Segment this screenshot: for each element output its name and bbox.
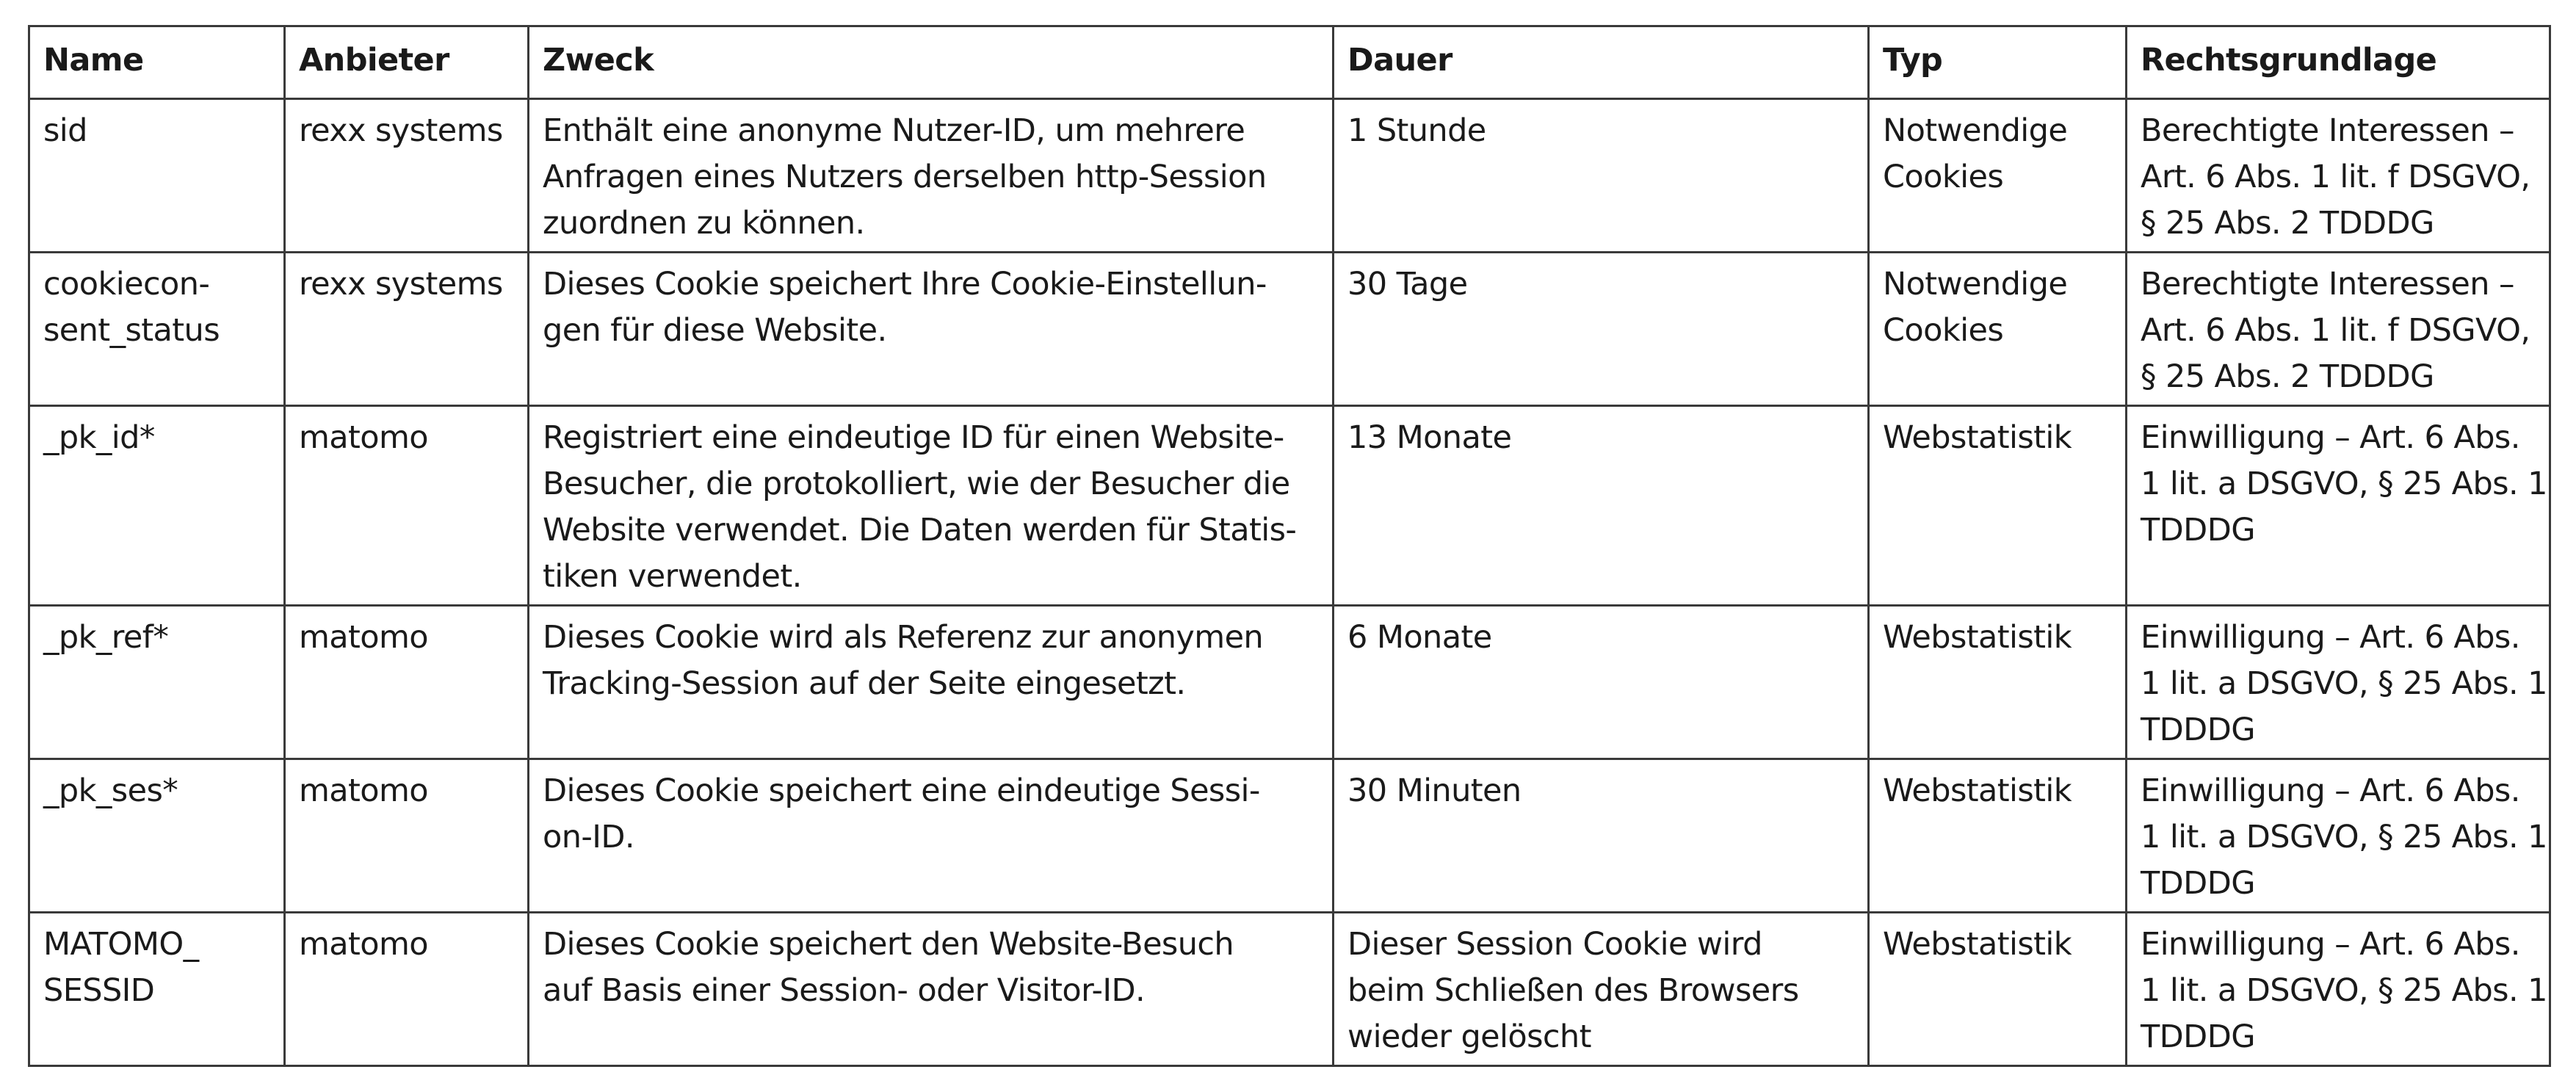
column-header-type: Typ: [1869, 26, 2127, 99]
header-row: [29, 26, 2550, 99]
cell-text-line: Webstatistik: [1883, 619, 2072, 656]
provider-cell: [285, 253, 529, 406]
duration-cell: [1334, 759, 1869, 913]
type-cell: [1869, 606, 2127, 759]
cell-text-line: matomo: [299, 772, 429, 809]
cell-text-line: auf Basis einer Session- oder Visitor-ID.: [543, 972, 1146, 1009]
type-cell: [1869, 913, 2127, 1066]
cell-text-line: Dieser Session Cookie wird: [1347, 926, 1762, 963]
type-cell: [1869, 406, 2127, 606]
purpose-cell: [529, 99, 1334, 253]
duration-cell: [1334, 606, 1869, 759]
cell-text-line: Notwendige: [1883, 112, 2068, 149]
cell-text-line: Einwilligung – Art. 6 Abs.: [2141, 926, 2520, 963]
table-row: [29, 253, 2550, 406]
provider-cell: [285, 406, 529, 606]
table-header: [29, 26, 2550, 99]
cell-text-line: Cookies: [1883, 312, 2004, 349]
cookie-name-cell: [29, 913, 285, 1066]
column-header-name: Name: [29, 26, 285, 99]
cell-text-line: rexx systems: [299, 112, 503, 149]
legal-basis-cell: [2127, 913, 2550, 1066]
cell-text-line: beim Schließen des Browsers: [1347, 972, 1799, 1009]
cookie-name-cell: [29, 606, 285, 759]
cell-text-line: Einwilligung – Art. 6 Abs.: [2141, 772, 2520, 809]
column-header-duration: Dauer: [1334, 26, 1869, 99]
legal-basis-cell: [2127, 99, 2550, 253]
cell-text-line: 1 lit. a DSGVO, § 25 Abs. 1: [2141, 972, 2547, 1009]
provider-cell: [285, 99, 529, 253]
cell-text-line: § 25 Abs. 2 TDDDG: [2141, 205, 2434, 242]
cell-text-line: _pk_ref*: [43, 619, 169, 656]
cell-text-line: gen für diese Website.: [543, 312, 887, 349]
purpose-cell: [529, 759, 1334, 913]
cell-text-line: Registriert eine eindeutige ID für einen Website-: [543, 419, 1284, 456]
purpose-cell: [529, 406, 1334, 606]
cell-text-line: Dieses Cookie speichert Ihre Cookie-Einstellun-: [543, 266, 1267, 303]
table-row: [29, 406, 2550, 606]
duration-cell: [1334, 913, 1869, 1066]
cookie-name-cell: [29, 406, 285, 606]
cell-text-line: Enthält eine anonyme Nutzer-ID, um mehrere: [543, 112, 1245, 149]
cell-text-line: 1 lit. a DSGVO, § 25 Abs. 1: [2141, 466, 2547, 502]
provider-cell: [285, 913, 529, 1066]
provider-cell: [285, 606, 529, 759]
provider-cell: [285, 759, 529, 913]
cell-text-line: Art. 6 Abs. 1 lit. f DSGVO,: [2141, 312, 2530, 349]
cell-text-line: TDDDG: [2141, 865, 2255, 902]
cell-text-line: 1 lit. a DSGVO, § 25 Abs. 1: [2141, 819, 2547, 855]
cell-text-line: SESSID: [43, 972, 155, 1009]
cell-text-line: Besucher, die protokolliert, wie der Besucher die: [543, 466, 1290, 502]
cell-text-line: Berechtigte Interessen –: [2141, 112, 2514, 149]
cell-text-line: _pk_ses*: [43, 772, 178, 809]
cell-text-line: Art. 6 Abs. 1 lit. f DSGVO,: [2141, 159, 2530, 195]
cell-text-line: matomo: [299, 926, 429, 963]
cell-text-line: Einwilligung – Art. 6 Abs.: [2141, 419, 2520, 456]
cookie-name-cell: [29, 759, 285, 913]
legal-basis-cell: [2127, 406, 2550, 606]
cell-text-line: 30 Minuten: [1347, 772, 1522, 809]
purpose-cell: [529, 913, 1334, 1066]
type-cell: [1869, 253, 2127, 406]
cell-text-line: TDDDG: [2141, 712, 2255, 748]
duration-cell: [1334, 406, 1869, 606]
table-row: [29, 99, 2550, 253]
cell-text-line: sent_status: [43, 312, 220, 349]
cell-text-line: tiken verwendet.: [543, 558, 802, 595]
cookie-table: [28, 25, 2551, 1067]
cell-text-line: wieder gelöscht: [1347, 1018, 1591, 1055]
cookie-name-cell: [29, 253, 285, 406]
cell-text-line: 13 Monate: [1347, 419, 1512, 456]
cell-text-line: Webstatistik: [1883, 772, 2072, 809]
cell-text-line: TDDDG: [2141, 1018, 2255, 1055]
cell-text-line: sid: [43, 112, 87, 149]
cell-text-line: MATOMO_: [43, 926, 199, 963]
table-row: [29, 759, 2550, 913]
table-row: [29, 913, 2550, 1066]
legal-basis-cell: [2127, 253, 2550, 406]
cell-text-line: Berechtigte Interessen –: [2141, 266, 2514, 303]
cell-text-line: Einwilligung – Art. 6 Abs.: [2141, 619, 2520, 656]
duration-cell: [1334, 99, 1869, 253]
cell-text-line: Notwendige: [1883, 266, 2068, 303]
duration-cell: [1334, 253, 1869, 406]
table-body: [29, 99, 2550, 1066]
column-header-legal-basis: Rechtsgrundlage: [2127, 26, 2550, 99]
cell-text-line: on-ID.: [543, 819, 634, 855]
cell-text-line: Tracking-Session auf der Seite eingesetzt.: [543, 665, 1186, 702]
cell-text-line: Cookies: [1883, 159, 2004, 195]
cell-text-line: Dieses Cookie wird als Referenz zur anonymen: [543, 619, 1264, 656]
cell-text-line: matomo: [299, 419, 429, 456]
legal-basis-cell: [2127, 759, 2550, 913]
table-row: [29, 606, 2550, 759]
cell-text-line: Anfragen eines Nutzers derselben http-Session: [543, 159, 1267, 195]
cell-text-line: cookiecon-: [43, 266, 210, 303]
cell-text-line: matomo: [299, 619, 429, 656]
column-header-purpose: Zweck: [529, 26, 1334, 99]
cell-text-line: 1 Stunde: [1347, 112, 1486, 149]
purpose-cell: [529, 253, 1334, 406]
cell-text-line: 6 Monate: [1347, 619, 1492, 656]
cell-text-line: § 25 Abs. 2 TDDDG: [2141, 358, 2434, 395]
cell-text-line: zuordnen zu können.: [543, 205, 865, 242]
cell-text-line: 30 Tage: [1347, 266, 1468, 303]
cell-text-line: Dieses Cookie speichert den Website-Besuch: [543, 926, 1234, 963]
legal-basis-cell: [2127, 606, 2550, 759]
cell-text-line: 1 lit. a DSGVO, § 25 Abs. 1: [2141, 665, 2547, 702]
purpose-cell: [529, 606, 1334, 759]
type-cell: [1869, 759, 2127, 913]
type-cell: [1869, 99, 2127, 253]
cell-text-line: rexx systems: [299, 266, 503, 303]
cell-text-line: Webstatistik: [1883, 419, 2072, 456]
cell-text-line: TDDDG: [2141, 512, 2255, 549]
cell-text-line: Webstatistik: [1883, 926, 2072, 963]
cookie-name-cell: [29, 99, 285, 253]
cell-text-line: Dieses Cookie speichert eine eindeutige Sessi-: [543, 772, 1260, 809]
column-header-provider: Anbieter: [285, 26, 529, 99]
cell-text-line: _pk_id*: [43, 419, 155, 456]
cell-text-line: Website verwendet. Die Daten werden für Statis-: [543, 512, 1297, 549]
